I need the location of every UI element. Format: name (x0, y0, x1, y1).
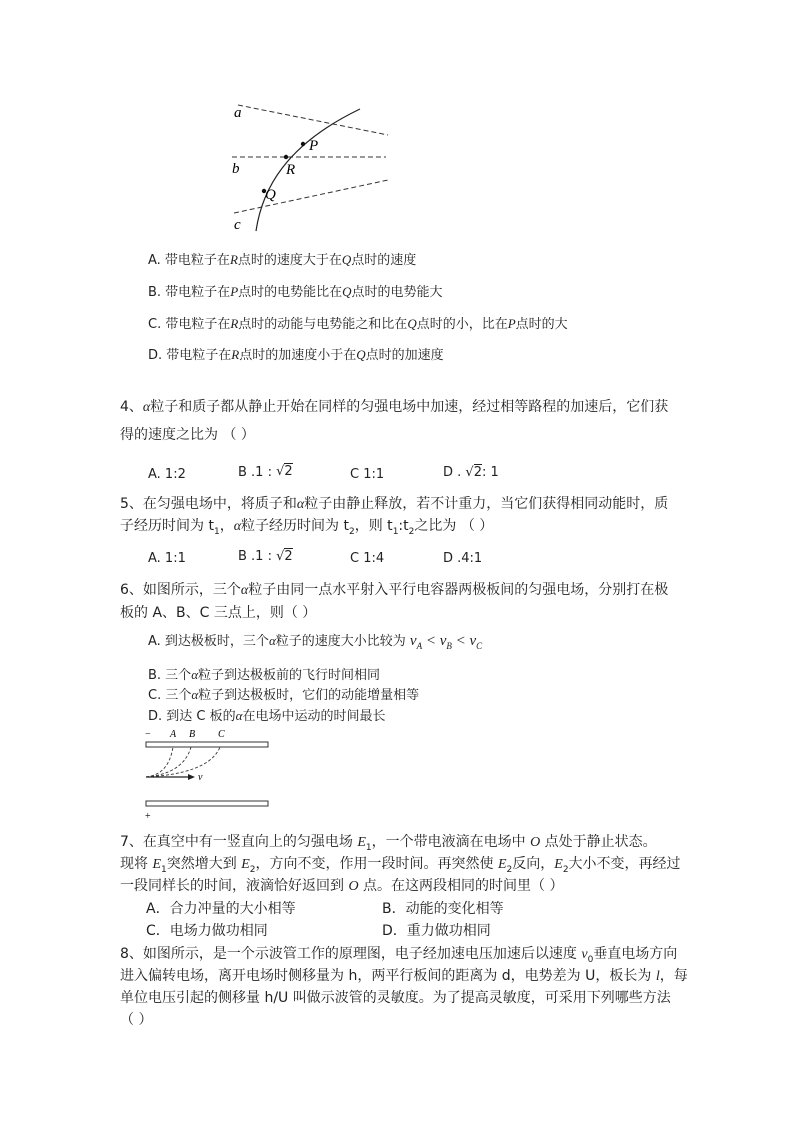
q6-stem-line2: 板的 A、B、C 三点上，则（ ） (120, 605, 317, 621)
q6-option-a[interactable]: A. 到达极板时，三个α粒子的速度大小比较为 $v_A < v_B < v_C$ (148, 633, 483, 651)
q7-stem-line1: 7、在真空中有一竖直向上的匀强电场 $E_1$，一个带电液滴在电场中 O 点处于静止状态。 (120, 834, 657, 853)
q5-option-d[interactable]: D .4:1 (443, 551, 483, 566)
q7-option-c[interactable]: C．电场力做功相同 (146, 923, 268, 939)
label-p: P (309, 138, 319, 154)
q5-stem-line2: 子经历时间为 $t_1$，α粒子经历时间为 $t_2$，则 $t_1:t_2$之比为 （ ） (120, 518, 494, 537)
q6-option-b[interactable]: B. 三个α粒子到达极板前的飞行时间相同 (148, 667, 381, 683)
label-q: Q (265, 187, 276, 203)
label-c: c (234, 217, 241, 233)
q7-option-d[interactable]: D．重力做功相同 (382, 923, 491, 939)
q4-option-c[interactable]: C 1:1 (350, 467, 385, 482)
bottom-plate (146, 801, 268, 806)
q7-stem-line3: 一段同样长的时间，液滴恰好返回到 O 点。在这两段相同的时间里（ ） (120, 878, 564, 894)
q6-stem-line1: 6、如图所示，三个α粒子由同一点水平射入平行电容器两极板间的匀强电场，分别打在极 (120, 582, 669, 598)
capacitor-figure (140, 727, 275, 822)
point-r (284, 155, 288, 159)
velocity-comparison: $v_A < v_B < v_C$ (409, 633, 483, 651)
q3-option-a[interactable]: A. 带电粒子在R点时的速度大于在Q点时的速度 (148, 252, 417, 268)
q4-option-d[interactable]: D . √2: 1 (443, 465, 499, 480)
label-plus: + (145, 811, 151, 822)
top-plate (146, 742, 268, 747)
q8-stem-line4: （ ） (120, 1012, 153, 1028)
q4-stem-line1: 4、α粒子和质子都从静止开始在同样的匀强电场中加速，经过相等路程的加速后，它们获 (120, 399, 669, 415)
dashed-line-c (234, 180, 388, 213)
arrow-head (188, 774, 195, 780)
q7-option-a[interactable]: A．合力冲量的大小相等 (146, 901, 296, 917)
q5-option-b[interactable]: B .1 : √2 (238, 549, 293, 564)
dashed-line-a (238, 105, 388, 135)
q3-option-b[interactable]: B. 带电粒子在P点时的电势能比在Q点时的电势能大 (148, 284, 443, 300)
q5-option-a[interactable]: A. 1:1 (148, 551, 186, 566)
trajectory-a (146, 747, 173, 777)
q8-stem-line2: 进入偏转电场，离开电场时侧移量为 h，两平行板间的距离为 d，电势差为 U，板长为 l，每 (120, 968, 688, 984)
q6-option-c[interactable]: C. 三个α粒子到达极板时，它们的动能增量相等 (148, 687, 420, 703)
label-r: R (286, 162, 296, 178)
trajectory-b (146, 747, 191, 777)
q5-option-c[interactable]: C 1:4 (350, 551, 385, 566)
q4-option-b[interactable]: B .1 : √2 (238, 464, 293, 480)
q3-option-c[interactable]: C. 带电粒子在R点时的动能与电势能之和比在Q点时的小，比在P点时的大 (148, 316, 568, 332)
label-plate-a: A (170, 729, 177, 740)
q7-option-b[interactable]: B．动能的变化相等 (382, 901, 504, 917)
label-plate-c: C (218, 729, 225, 740)
label-v: v (198, 772, 203, 783)
q7-stem-line2: 现将 $E_1$突然增大到 $E_2$，方向不变，作用一段时间。再突然使 $E_2$反向，$E_2$大小不变，再经过 (120, 856, 681, 875)
label-a: a (234, 105, 242, 121)
q6-option-d[interactable]: D. 到达 C 板的α在电场中运动的时间最长 (148, 708, 386, 724)
q3-option-d[interactable]: D. 带电粒子在R点时的加速度小于在Q点时的加速度 (148, 347, 444, 363)
field-lines-figure (220, 95, 400, 235)
q4-option-a[interactable]: A. 1:2 (148, 467, 186, 482)
q8-stem-line1: 8、如图所示，是一个示波管工作的原理图，电子经加速电压加速后以速度 $v_0$垂直电场方向 (120, 946, 678, 965)
label-minus: − (145, 729, 151, 740)
q4-stem-line2: 得的速度之比为 （ ） (120, 427, 255, 443)
point-p (301, 142, 305, 146)
trajectory-curve (256, 109, 360, 231)
q8-stem-line3: 单位电压引起的侧移量 h/U 叫做示波管的灵敏度。为了提高灵敏度，可采用下列哪些方法 (120, 990, 671, 1006)
label-b: b (232, 161, 240, 177)
q5-stem-line1: 5、在匀强电场中，将质子和α粒子由静止释放，若不计重力，当它们获得相同动能时，质 (120, 496, 669, 512)
label-plate-b: B (189, 729, 196, 740)
